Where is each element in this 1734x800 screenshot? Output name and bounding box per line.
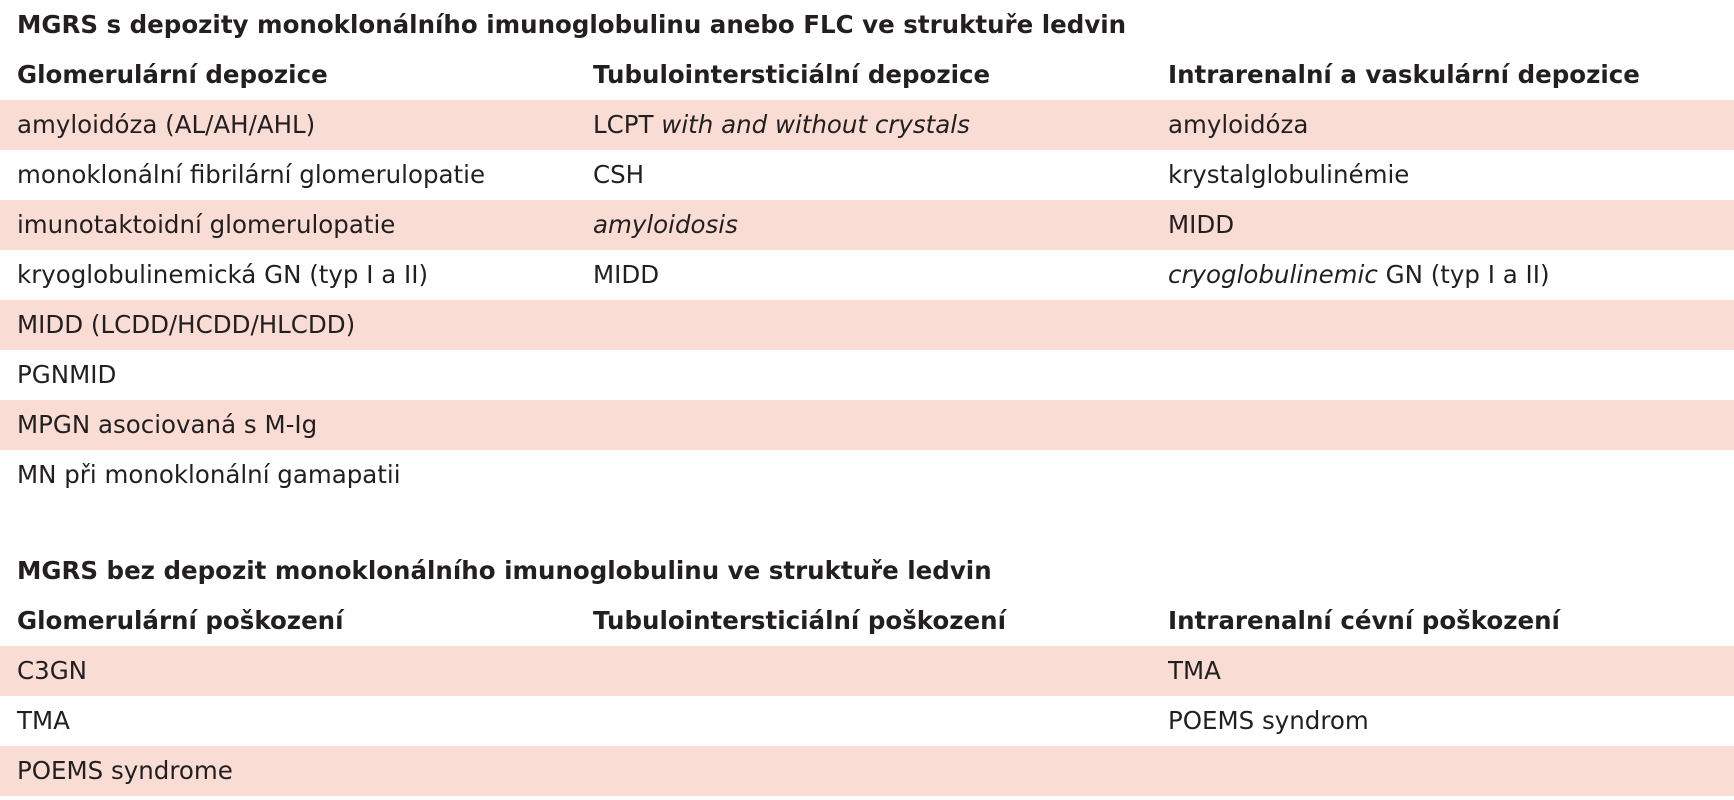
table-cell (1168, 696, 1734, 746)
table-cell (593, 250, 1168, 300)
table-row (0, 300, 1734, 350)
table-body (0, 646, 1734, 796)
cell-italic-text: amyloidosis (593, 210, 738, 239)
cell-italic-text: cryoglobulinemic (1168, 260, 1378, 289)
table-cell (593, 300, 1168, 350)
cell-text: LCPT (593, 110, 662, 139)
table-cell (593, 350, 1168, 400)
cell-text-suffix: GN (typ I a II) (1377, 260, 1550, 289)
table-row (0, 746, 1734, 796)
table-cell (593, 696, 1168, 746)
table-cell (1168, 450, 1734, 500)
cell-text: imunotaktoidní glomerulopatie (17, 210, 396, 239)
table-cell (1168, 100, 1734, 150)
cell-text: monoklonální fibrilární glomerulopatie (17, 160, 486, 189)
table-cell (1168, 150, 1734, 200)
table-row (0, 100, 1734, 150)
cell-text: CSH (593, 160, 645, 189)
table-row (0, 200, 1734, 250)
cell-text: PGNMID (17, 360, 117, 389)
cell-text: TMA (1168, 656, 1221, 685)
table-cell (1168, 400, 1734, 450)
column-header-glomerular: Glomerulární poškození (17, 606, 344, 635)
table-cell (593, 100, 1168, 150)
column-header-vascular: Intrarenalní a vaskulární depozice (1168, 60, 1640, 89)
section-title: MGRS bez depozit monoklonálního imunoglobulinu ve struktuře ledvin (17, 556, 992, 585)
cell-text: MIDD (1168, 210, 1235, 239)
table-row (0, 696, 1734, 746)
cell-text: krystalglobulinémie (1168, 160, 1410, 189)
column-header-tubulointerstitial: Tubulointersticiální poškození (593, 606, 1006, 635)
cell-text: amyloidóza (1168, 110, 1309, 139)
table-cell (593, 450, 1168, 500)
table-cell (593, 150, 1168, 200)
cell-text: MN při monoklonální gamapatii (17, 460, 401, 489)
table-cell (0, 400, 593, 450)
table-cell (0, 746, 593, 796)
table-row (0, 400, 1734, 450)
table-cell (1168, 746, 1734, 796)
table-cell (0, 200, 593, 250)
cell-text: amyloidóza (AL/AH/AHL) (17, 110, 316, 139)
table-cell (1168, 646, 1734, 696)
table-cell (593, 646, 1168, 696)
table-cell (593, 400, 1168, 450)
section-without-deposits (0, 546, 1734, 796)
column-header-vascular: Intrarenalní cévní poškození (1168, 606, 1560, 635)
table-cell (0, 150, 593, 200)
table-row (0, 250, 1734, 300)
table-row (0, 150, 1734, 200)
column-header-glomerular: Glomerulární depozice (17, 60, 328, 89)
table-row (0, 450, 1734, 500)
table-row (0, 350, 1734, 400)
table-cell (0, 646, 593, 696)
table-cell (593, 200, 1168, 250)
table-cell (0, 300, 593, 350)
table-cell (0, 250, 593, 300)
table-cell (0, 350, 593, 400)
cell-text: POEMS syndrom (1168, 706, 1369, 735)
cell-italic-text: with and without crystals (661, 110, 970, 139)
cell-text: MIDD (LCDD/HCDD/HLCDD) (17, 310, 356, 339)
section-title: MGRS s depozity monoklonálního imunoglobulinu anebo FLC ve struktuře ledvin (17, 10, 1127, 39)
cell-text: MPGN asociovaná s M-Ig (17, 410, 318, 439)
table-row (0, 646, 1734, 696)
column-header-tubulointerstitial: Tubulointersticiální depozice (593, 60, 991, 89)
cell-text: kryoglobulinemická GN (typ I a II) (17, 260, 429, 289)
table-body (0, 100, 1734, 500)
table-cell (1168, 250, 1734, 300)
table-cell (0, 100, 593, 150)
table-header-row (0, 50, 1734, 100)
cell-text: MIDD (593, 260, 660, 289)
cell-text: TMA (17, 706, 70, 735)
cell-text: C3GN (17, 656, 88, 685)
table-cell (1168, 350, 1734, 400)
table-cell (0, 696, 593, 746)
table-cell (0, 450, 593, 500)
cell-text: POEMS syndrome (17, 756, 233, 785)
table-header-row (0, 596, 1734, 646)
table-cell (1168, 300, 1734, 350)
table-cell (1168, 200, 1734, 250)
table-cell (593, 746, 1168, 796)
